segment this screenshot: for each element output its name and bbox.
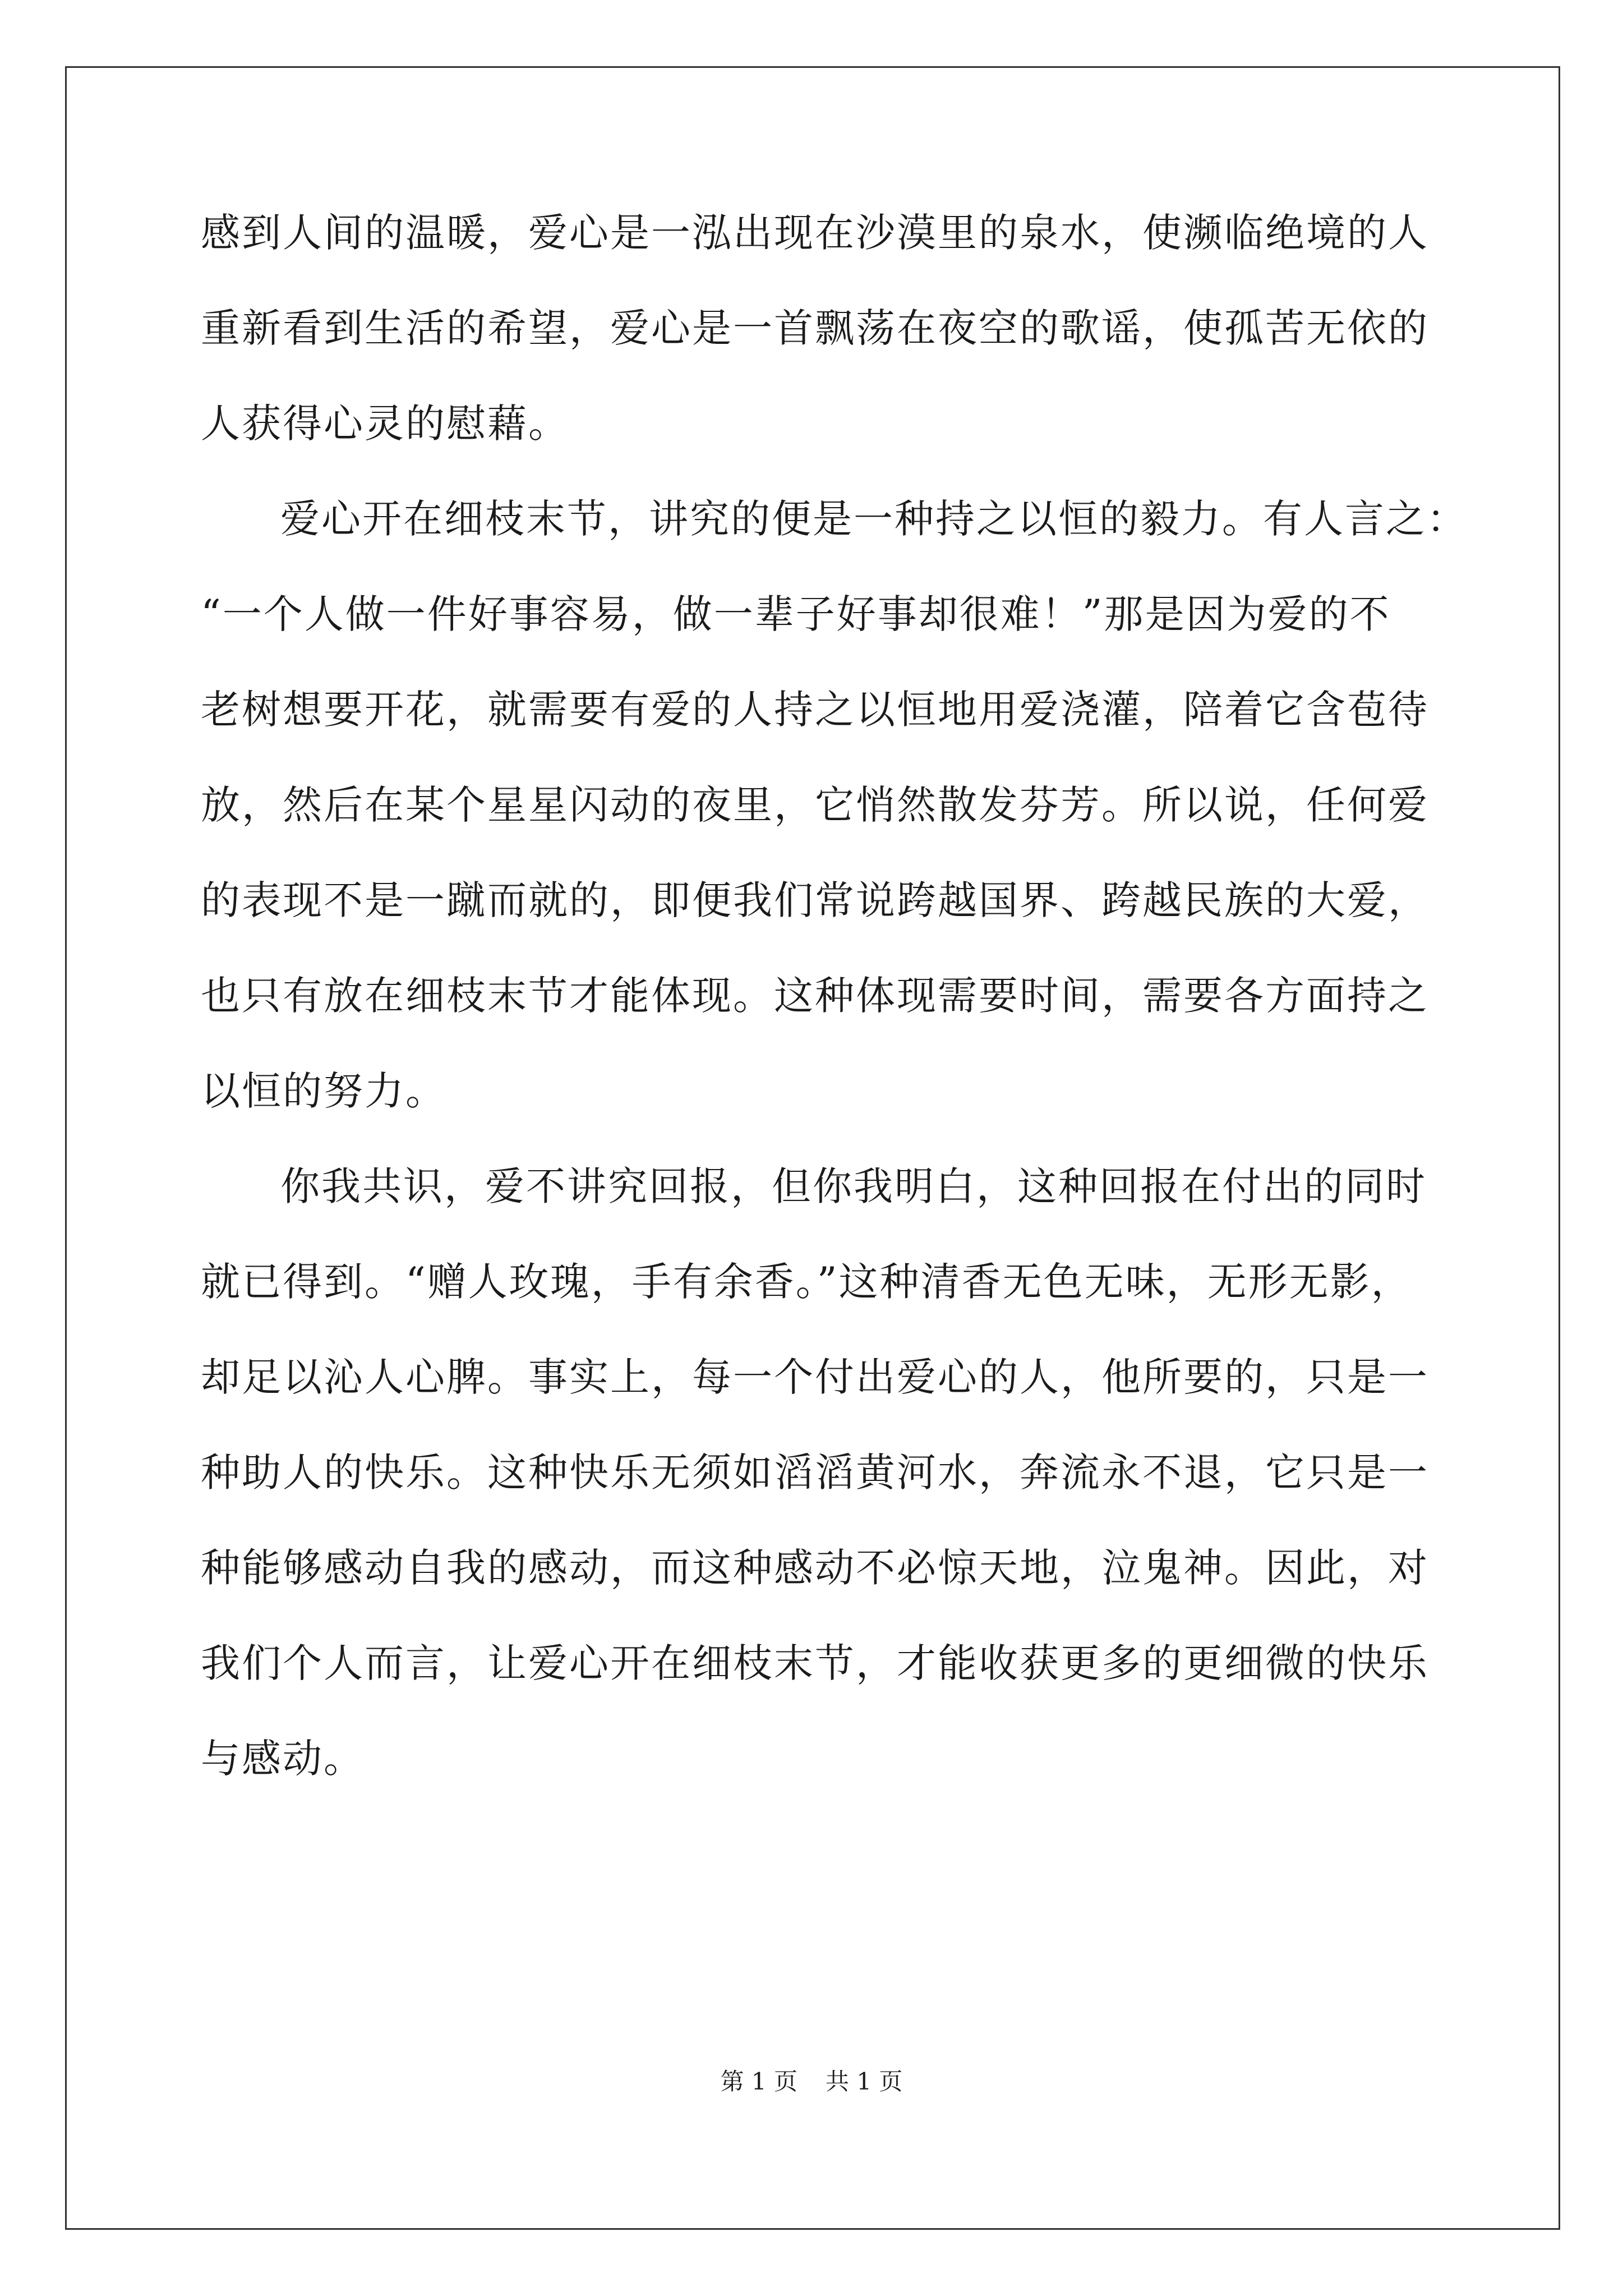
text-line: “一个人做一件好事容易，做一辈子好事却很难！”那是因为爱的不 bbox=[201, 591, 1391, 637]
text-line: 却足以沁人心脾。事实上，每一个付出爱心的人，他所要的，只是一 bbox=[201, 1354, 1429, 1400]
text-line: 种能够感动自我的感动，而这种感动不必惊天地，泣鬼神。因此，对 bbox=[201, 1545, 1429, 1591]
paragraph-start-line: 你我共识，爱不讲究回报，但你我明白，这种回报在付出的同时 bbox=[280, 1163, 1427, 1209]
page-frame bbox=[65, 66, 1560, 2230]
paragraph-start-line: 爱心开在细枝末节，讲究的便是一种持之以恒的毅力。有人言之： bbox=[280, 496, 1468, 542]
text-line: 人获得心灵的慰藉。 bbox=[201, 401, 569, 447]
text-line: 种助人的快乐。这种快乐无须如滔滔黄河水，奔流永不退，它只是一 bbox=[201, 1450, 1429, 1496]
text-line: 感到人间的温暖，爱心是一泓出现在沙漠里的泉水，使濒临绝境的人 bbox=[201, 210, 1429, 256]
text-line: 与感动。 bbox=[201, 1736, 365, 1782]
page-number: 第 1 页 bbox=[720, 2068, 797, 2095]
page-footer bbox=[0, 2070, 1623, 2093]
page-total: 共 1 页 bbox=[826, 2068, 903, 2095]
text-line: 重新看到生活的希望，爱心是一首飘荡在夜空的歌谣，使孤苦无依的 bbox=[201, 305, 1429, 351]
text-line: 也只有放在细枝末节才能体现。这种体现需要时间，需要各方面持之 bbox=[201, 973, 1429, 1019]
text-line: 以恒的努力。 bbox=[201, 1068, 446, 1114]
text-line: 我们个人而言，让爱心开在细枝末节，才能收获更多的更细微的快乐 bbox=[201, 1640, 1429, 1686]
text-line: 就已得到。“赠人玫瑰，手有余香。”这种清香无色无味，无形无影， bbox=[201, 1259, 1412, 1305]
text-line: 老树想要开花，就需要有爱的人持之以恒地用爱浇灌，陪着它含苞待 bbox=[201, 687, 1429, 733]
text-line: 的表现不是一蹴而就的，即便我们常说跨越国界、跨越民族的大爱， bbox=[201, 877, 1429, 923]
text-line: 放，然后在某个星星闪动的夜里，它悄然散发芬芳。所以说，任何爱 bbox=[201, 782, 1429, 828]
